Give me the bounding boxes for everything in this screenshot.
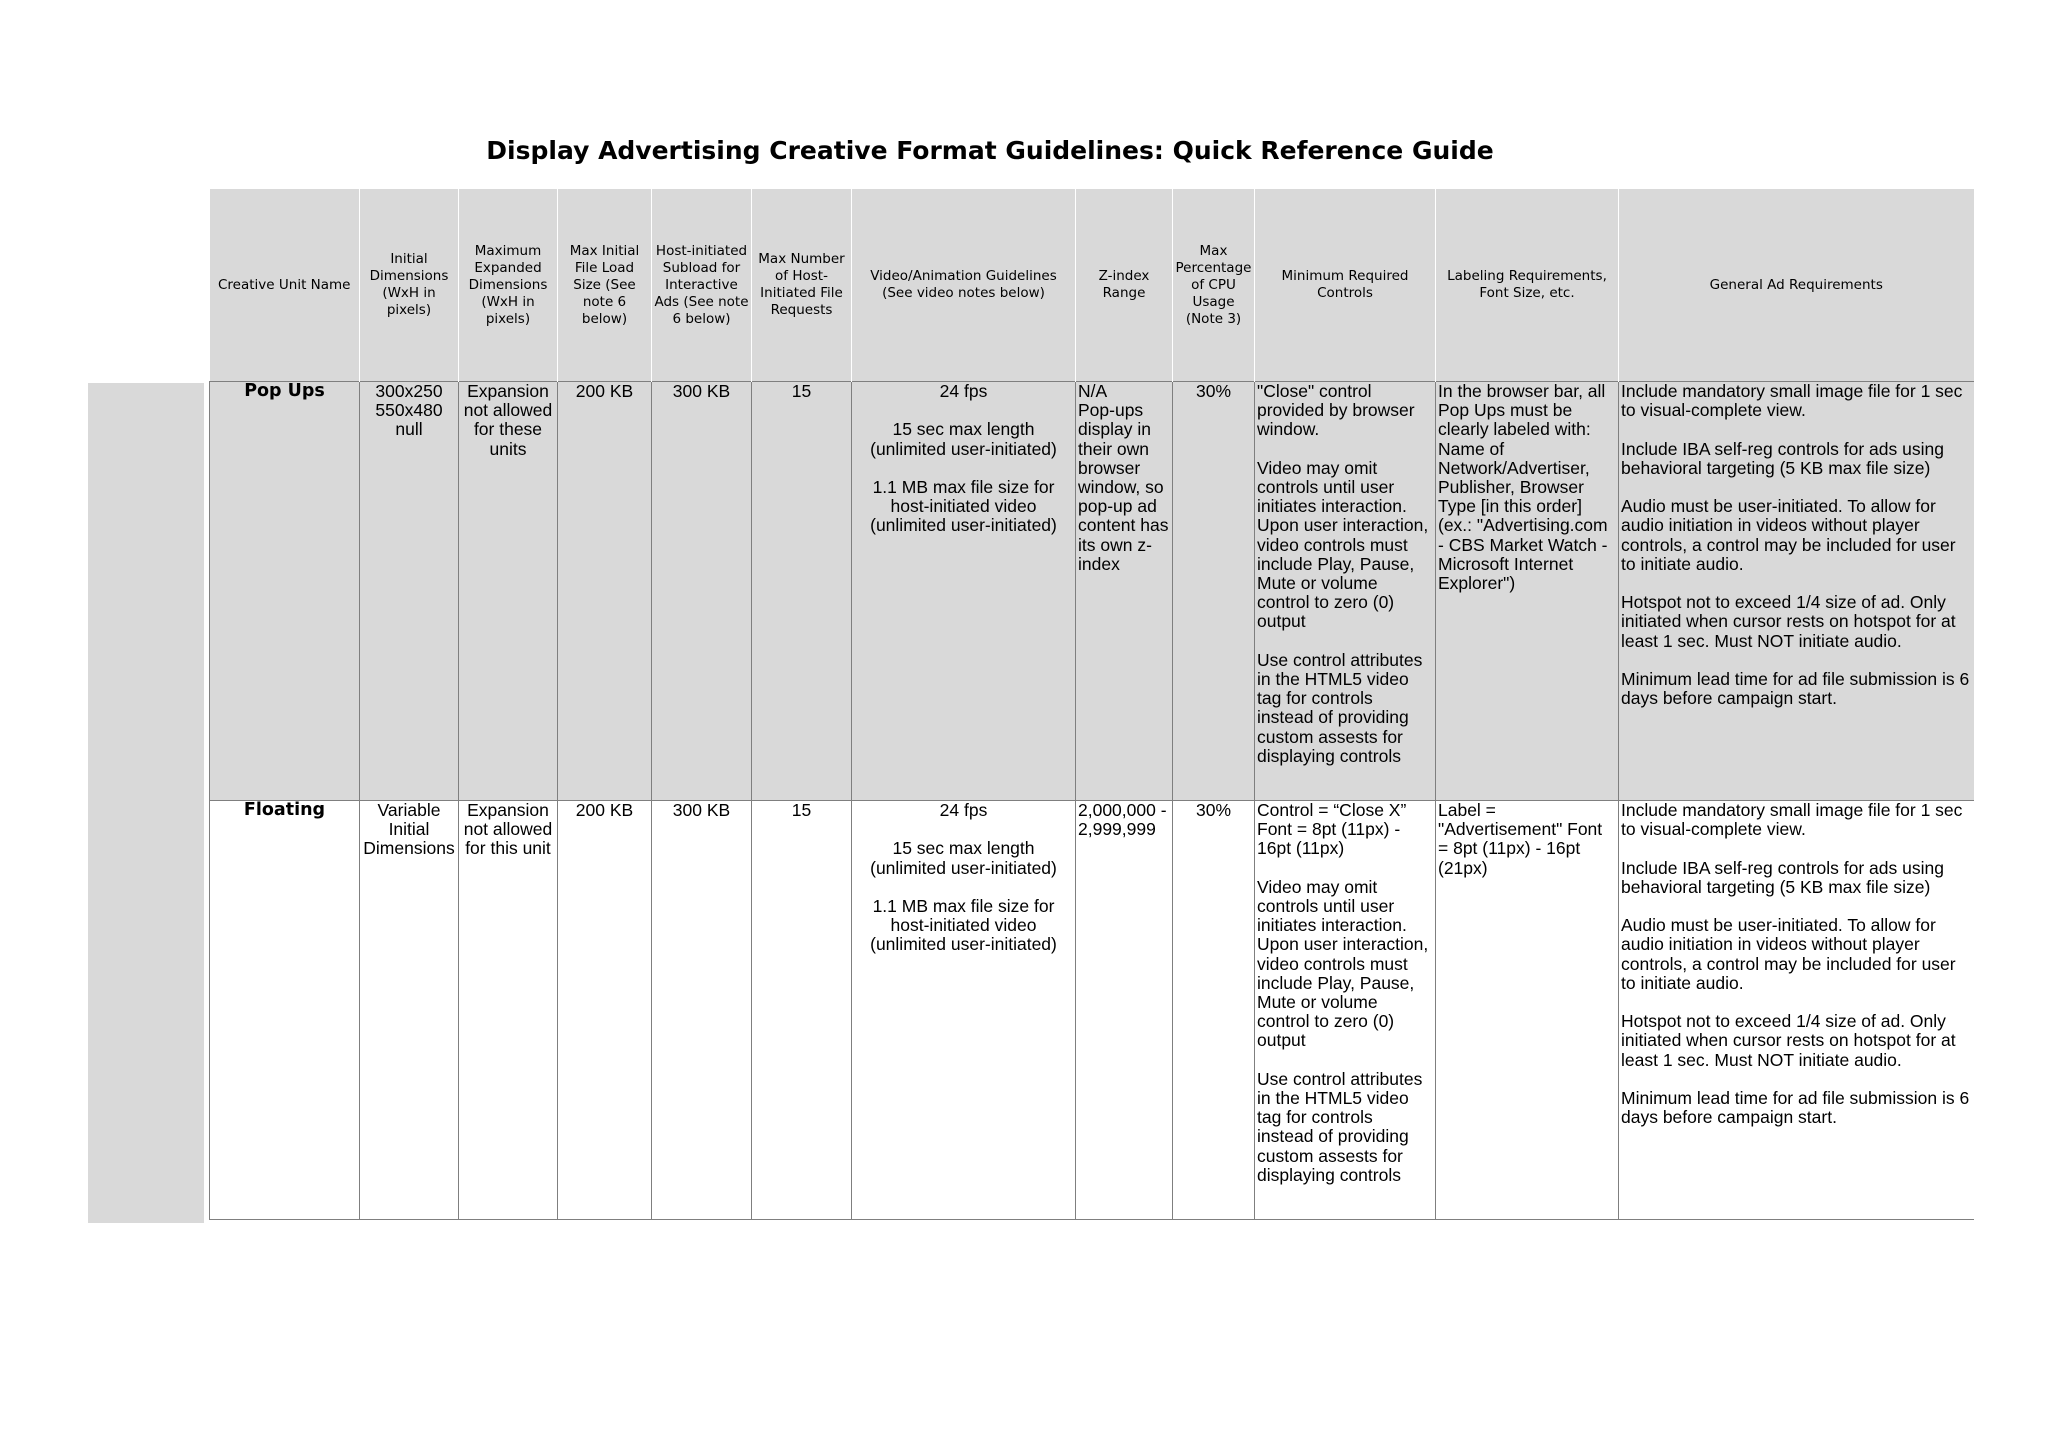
cell-controls: Control = “Close X” Font = 8pt (11px) - 16pt (11px) Video may omit controls until user initiates interaction. Upon user interaction, video controls must include Play, Pause, Mute or volume control to zero (0) output Use control attributes in the HTML5 video tag for controls instead of providing custom assests for displaying controls bbox=[1255, 801, 1436, 1220]
column-header-initial-dimensions: Initial Dimensions (WxH in pixels) bbox=[360, 189, 459, 382]
cell-labeling: In the browser bar, all Pop Ups must be clearly labeled with: Name of Network/Advertiser, Publisher, Browser Type [in this order] (ex.: "Advertising.com - CBS Market Watch - Microsoft Internet Explorer") bbox=[1436, 382, 1619, 801]
table-row bbox=[210, 382, 1974, 801]
cell-unit-name: Pop Ups bbox=[210, 382, 360, 801]
column-header-z-index: Z-index Range bbox=[1076, 189, 1173, 382]
cell-video-guidelines: 24 fps 15 sec max length (unlimited user-initiated) 1.1 MB max file size for host-initiated video (unlimited user-initiated) bbox=[852, 382, 1076, 801]
cell-subload: 300 KB bbox=[652, 801, 752, 1220]
cell-file-requests: 15 bbox=[752, 801, 852, 1220]
column-header-cpu-usage: Max Percentage of CPU Usage (Note 3) bbox=[1173, 189, 1255, 382]
cell-initial-dimensions: 300x250 550x480 null bbox=[360, 382, 459, 801]
table-row bbox=[210, 801, 1974, 1220]
column-header-creative-unit-name: Creative Unit Name bbox=[210, 189, 360, 382]
column-header-controls: Minimum Required Controls bbox=[1255, 189, 1436, 382]
cell-unit-name: Floating bbox=[210, 801, 360, 1220]
cell-file-requests: 15 bbox=[752, 382, 852, 801]
side-shading bbox=[88, 383, 204, 1223]
cell-labeling: Label = "Advertisement" Font = 8pt (11px) - 16pt (21px) bbox=[1436, 801, 1619, 1220]
cell-cpu-usage: 30% bbox=[1173, 801, 1255, 1220]
column-header-general: General Ad Requirements bbox=[1619, 189, 1974, 382]
cell-general: Include mandatory small image file for 1 sec to visual-complete view. Include IBA self-reg controls for ads using behavioral targeting (5 KB max file size) Audio must be user-initiated. To allow for audio initiation in videos without player controls, a control may be included for user to initiate audio. Hotspot not to exceed 1/4 size of ad. Only initiated when cursor rests on hotspot for at least 1 sec. Must NOT initiate audio. Minimum lead time for ad file submission is 6 days before campaign start. bbox=[1619, 382, 1974, 801]
cell-general: Include mandatory small image file for 1 sec to visual-complete view. Include IBA self-reg controls for ads using behavioral targeting (5 KB max file size) Audio must be user-initiated. To allow for audio initiation in videos without player controls, a control may be included for user to initiate audio. Hotspot not to exceed 1/4 size of ad. Only initiated when cursor rests on hotspot for at least 1 sec. Must NOT initiate audio. Minimum lead time for ad file submission is 6 days before campaign start. bbox=[1619, 801, 1974, 1220]
cell-cpu-usage: 30% bbox=[1173, 382, 1255, 801]
cell-subload: 300 KB bbox=[652, 382, 752, 801]
column-header-subload: Host-initiated Subload for Interactive Ads (See note 6 below) bbox=[652, 189, 752, 382]
cell-z-index: 2,000,000 - 2,999,999 bbox=[1076, 801, 1173, 1220]
page-title: Display Advertising Creative Format Guidelines: Quick Reference Guide bbox=[486, 136, 1494, 165]
cell-expanded-dimensions: Expansion not allowed for these units bbox=[459, 382, 558, 801]
column-header-initial-load: Max Initial File Load Size (See note 6 below) bbox=[558, 189, 652, 382]
cell-expanded-dimensions: Expansion not allowed for this unit bbox=[459, 801, 558, 1220]
column-header-labeling: Labeling Requirements, Font Size, etc. bbox=[1436, 189, 1619, 382]
cell-controls: "Close" control provided by browser window. Video may omit controls until user initiates interaction. Upon user interaction, video controls must include Play, Pause, Mute or volume control to zero (0) output Use control attributes in the HTML5 video tag for controls instead of providing custom assests for displaying controls bbox=[1255, 382, 1436, 801]
column-header-expanded-dimensions: Maximum Expanded Dimensions (WxH in pixels) bbox=[459, 189, 558, 382]
cell-z-index: N/A Pop-ups display in their own browser window, so pop-up ad content has its own z-index bbox=[1076, 382, 1173, 801]
column-header-file-requests: Max Number of Host-Initiated File Requests bbox=[752, 189, 852, 382]
header-row bbox=[210, 189, 1974, 382]
cell-initial-load: 200 KB bbox=[558, 382, 652, 801]
cell-initial-dimensions: Variable Initial Dimensions bbox=[360, 801, 459, 1220]
guidelines-table bbox=[209, 189, 1974, 1220]
column-header-video-guidelines: Video/Animation Guidelines (See video notes below) bbox=[852, 189, 1076, 382]
cell-initial-load: 200 KB bbox=[558, 801, 652, 1220]
cell-video-guidelines: 24 fps 15 sec max length (unlimited user-initiated) 1.1 MB max file size for host-initiated video (unlimited user-initiated) bbox=[852, 801, 1076, 1220]
